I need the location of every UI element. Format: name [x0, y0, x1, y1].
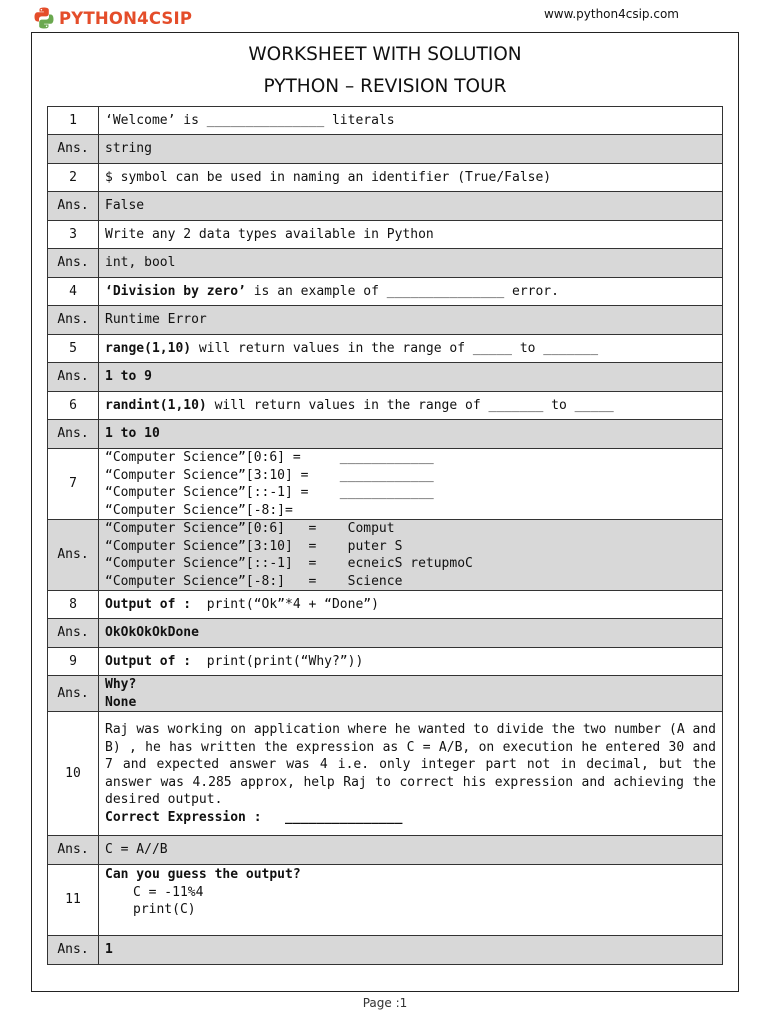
question-keyword: Output of : — [105, 653, 192, 669]
answer-text: 1 — [99, 936, 723, 965]
answer-label: Ans. — [48, 306, 99, 335]
answer-label: Ans. — [48, 836, 99, 865]
answer-label: Ans. — [48, 363, 99, 392]
question-keyword: range(1,10) — [105, 340, 192, 356]
question-number: 8 — [48, 591, 99, 619]
site-url: www.python4csip.com — [543, 7, 679, 21]
question-number: 9 — [48, 648, 99, 676]
answer-text: C = A//B — [99, 836, 723, 865]
question-row — [48, 865, 723, 936]
answer-text: “Computer Science”[0:6] = Comput “Computer Science”[3:10] = puter S “Computer Science”[::-1] = ecneicS retupmoC “Computer Science”[-8:] = Science — [99, 520, 723, 591]
question-number: 3 — [48, 221, 99, 249]
answer-row — [48, 936, 723, 965]
answer-text: OkOkOkOkDone — [99, 619, 723, 648]
answer-row — [48, 836, 723, 865]
question-number: 5 — [48, 335, 99, 363]
page-number: Page :1 — [362, 996, 408, 1010]
question-row — [48, 449, 723, 520]
question-keyword: randint(1,10) — [105, 397, 207, 413]
logo — [32, 6, 192, 30]
question-row — [48, 335, 723, 363]
answer-text: Runtime Error — [99, 306, 723, 335]
question-row — [48, 712, 723, 836]
question-keyword: Correct Expression : — [105, 809, 262, 825]
question-text: randint(1,10) will return values in the range of _______ to _____ — [99, 392, 723, 420]
question-keyword: Output of : — [105, 596, 192, 612]
question-text: range(1,10) will return values in the range of _____ to _______ — [99, 335, 723, 363]
question-number: 11 — [48, 865, 99, 936]
answer-label: Ans. — [48, 135, 99, 164]
question-text: Can you guess the output? C = -11%4 print(C) — [99, 865, 723, 936]
answer-label: Ans. — [48, 520, 99, 591]
answer-row — [48, 420, 723, 449]
question-row — [48, 278, 723, 306]
question-number: 10 — [48, 712, 99, 836]
question-row — [48, 107, 723, 135]
answer-row — [48, 520, 723, 591]
answer-text: string — [99, 135, 723, 164]
answer-text: 1 to 9 — [99, 363, 723, 392]
question-text: $ symbol can be used in naming an identifier (True/False) — [99, 164, 723, 192]
question-text: ‘Division by zero’ is an example of _______________ error. — [99, 278, 723, 306]
answer-label: Ans. — [48, 420, 99, 449]
answer-row — [48, 619, 723, 648]
question-number: 2 — [48, 164, 99, 192]
question-row — [48, 392, 723, 420]
question-row — [48, 648, 723, 676]
question-number: 4 — [48, 278, 99, 306]
question-text: Output of : print(print(“Why?”)) — [99, 648, 723, 676]
question-number: 7 — [48, 449, 99, 520]
answer-label: Ans. — [48, 619, 99, 648]
answer-row — [48, 249, 723, 278]
question-paragraph: Raj was working on application where he wanted to divide the two number (A and B) , he has written the expression as C = A/B, on execution he entered 30 and 7 and expected answer was 4 i.e. only integer part not in decimal, but the answer was 4.285 approx, help Raj to correct his expression and achieving the desired output. — [105, 722, 716, 807]
answer-label: Ans. — [48, 249, 99, 278]
question-row — [48, 591, 723, 619]
question-number: 6 — [48, 392, 99, 420]
answer-text: 1 to 10 — [99, 420, 723, 449]
logo-text: PYTHON4CSIP — [59, 8, 193, 28]
answer-row — [48, 192, 723, 221]
answer-text: False — [99, 192, 723, 221]
answer-label: Ans. — [48, 676, 99, 712]
question-number: 1 — [48, 107, 99, 135]
question-row — [48, 164, 723, 192]
answer-text: Why? None — [99, 676, 723, 712]
answer-label: Ans. — [48, 192, 99, 221]
question-text: Raj was working on application where he wanted to divide the two number (A and B) , he has written the expression as C = A/B, on execution he entered 30 and 7 and expected answer was 4 i.e. only integer part not in decimal, but the answer was 4.285 approx, help Raj to correct his expression and achieving the desired output. Correct Expression : _______________ — [99, 712, 723, 836]
worksheet-title: WORKSHEET WITH SOLUTION — [248, 44, 522, 65]
answer-row — [48, 363, 723, 392]
question-text: Write any 2 data types available in Python — [99, 221, 723, 249]
answer-row — [48, 135, 723, 164]
python-logo-icon — [32, 6, 56, 30]
question-text: ‘Welcome’ is _______________ literals — [99, 107, 723, 135]
worksheet-table — [47, 106, 723, 965]
answer-text: int, bool — [99, 249, 723, 278]
question-row — [48, 221, 723, 249]
question-text: “Computer Science”[0:6] = ____________ “Computer Science”[3:10] = ____________ “Computer Science”[::-1] = ____________ “Computer Science”[-8:]= — [99, 449, 723, 520]
worksheet-subtitle: PYTHON – REVISION TOUR — [263, 76, 507, 97]
question-text: Output of : print(“Ok”*4 + “Done”) — [99, 591, 723, 619]
question-keyword: ‘Division by zero’ — [105, 283, 246, 299]
answer-row — [48, 306, 723, 335]
answer-row — [48, 676, 723, 712]
answer-label: Ans. — [48, 936, 99, 965]
